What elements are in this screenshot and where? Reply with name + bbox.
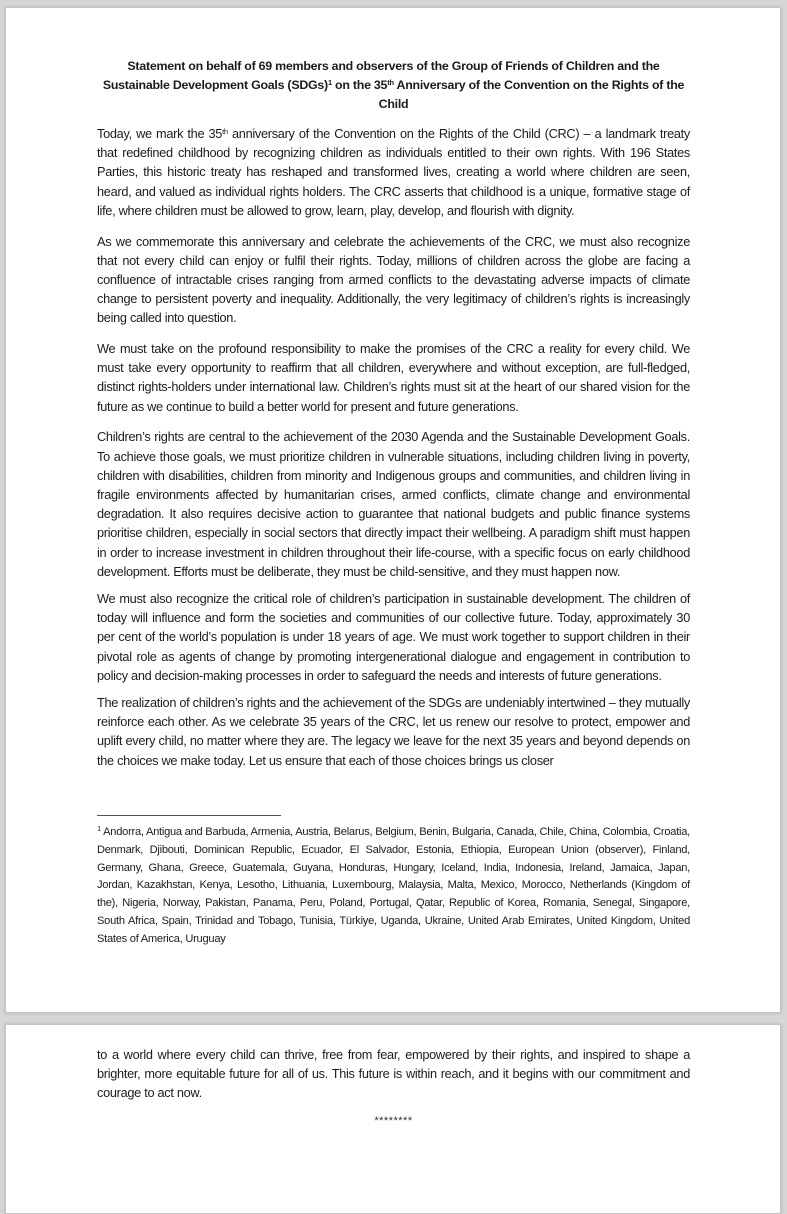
paragraph-6: The realization of children’s rights and the achievement of the SDGs are undeniably intertwined – they mutually reinforce each other. As we celebrate 35 years of the CRC, let us renew our resolve to protect, empower and uplift every child, no matter where they are. The legacy we leave for the next 35 years and beyond depends on the choices we make today. Let us ensure that each of those choices brings us closer xyxy=(97,694,690,768)
document-page-1 xyxy=(5,7,781,1013)
page-2-content xyxy=(97,1045,690,1127)
footnote-1 xyxy=(97,824,690,948)
title-text-part1: Statement on behalf of 69 members and observers of the Group of Friends of Children and the Sustainable Development Goals (SDGs) xyxy=(102,59,660,92)
paragraph-6-continuation: to a world where every child can thrive, free from fear, empowered by their rights, and inspired to shape a brighter, more equitable future for all of us. This future is within reach, and it begins with our commitment and courage to act now. xyxy=(97,1047,690,1101)
ordinal-suffix: th xyxy=(222,127,228,136)
footnote-separator xyxy=(97,815,281,816)
end-of-document-mark: ******** xyxy=(374,1114,413,1127)
footnote-reference[interactable]: 1 xyxy=(327,78,332,87)
document-title xyxy=(97,57,690,114)
paragraph-3: We must take on the profound responsibility to make the promises of the CRC a reality for every child. We must take every opportunity to reaffirm that all children, everywhere and without exception, are full-fledged, distinct rights-holders under international law. Children’s rights must sit at the heart of our shared vision for the future as we continue to build a better world for present and future generations. xyxy=(97,341,690,414)
title-text-part3: Anniversary of the Convention on the Rights of the Child xyxy=(378,78,685,111)
paragraph-1-text-rest: anniversary of the Convention on the Rights of the Child (CRC) – a landmark treaty that redefined childhood by recognizing children as individuals entitled to their own rights. With 196 States Parties, this historic treaty has reshaped and transformed lives, creating a world where children are seen, heard, and valued as individual rights holders. The CRC asserts that childhood is a unique, formative stage of life, where children must be allowed to grow, learn, play, develop, and flourish with dignity. xyxy=(97,126,690,218)
footnote-marker: 1 xyxy=(97,824,101,833)
footnote-text: Andorra, Antigua and Barbuda, Armenia, Austria, Belarus, Belgium, Benin, Bulgaria, Canada, Chile, China, Colombia, Croatia, Denmark, Djibouti, Dominican Republic, Ecuador, El Salvador, Estonia, Ethiopia, European Union (observer), Finland, Germany, Ghana, Greece, Guatemala, Guyana, Honduras, Hungary, Iceland, India, Indonesia, Ireland, Jamaica, Japan, Jordan, Kazakhstan, Kenya, Lesotho, Lithuania, Luxembourg, Malaysia, Malta, Mexico, Morocco, Netherlands (Kingdom of the), Nigeria, Norway, Pakistan, Panama, Peru, Poland, Portugal, Qatar, Republic of Korea, Romania, Senegal, Singapore, South Africa, Spain, Trinidad and Tobago, Tunisia, Türkiye, Uganda, Ukraine, United Arab Emirates, United Kingdom, United States of America, Uruguay xyxy=(97,826,690,945)
paragraph-1 xyxy=(97,124,690,220)
paragraph-5: We must also recognize the critical role of children’s participation in sustainable development. The children of today will influence and form the societies and communities of our collective future. Today, approximately 30 per cent of the world’s population is under 18 years of age. We must work together to support children in their pivotal role as agents of change by promoting intergenerational dialogue and engagement in contribution to policy and decision-making processes in order to safeguard the needs and interests of future generations. xyxy=(97,590,690,683)
paragraph-2: As we commemorate this anniversary and celebrate the achievements of the CRC, we must also recognize that not every child can enjoy or fulfil their rights. Today, millions of children across the globe are facing a confluence of intractable crises ranging from armed conflicts to the devastating adverse impacts of climate change to persistent poverty and inequality. Additionally, the very legitimacy of children’s rights is increasingly being called into question. xyxy=(97,233,690,326)
document-page-2 xyxy=(5,1024,781,1214)
page-1-content xyxy=(97,57,690,781)
paragraph-1-text-start: Today, we mark the 35 xyxy=(97,126,223,141)
title-text-part2: on the 35 xyxy=(331,78,388,92)
paragraph-4: Children’s rights are central to the achievement of the 2030 Agenda and the Sustainable Development Goals. To achieve those goals, we must prioritize children in vulnerable situations, including children living in poverty, children with disabilities, children from minority and Indigenous groups and communities, and children living in fragile environments affected by humanitarian crises, armed conflicts, climate change and environmental degradation. It also requires decisive action to guarantee that national budgets and public finance systems prioritise children, especially in social sectors that directly impact their wellbeing. A paradigm shift must happen in order to increase investment in children throughout their life-course, with a specific focus on early childhood development. Efforts must be deliberate, they must be child-sensitive, and they must happen now. xyxy=(97,429,690,579)
ordinal-suffix: th xyxy=(387,78,394,87)
